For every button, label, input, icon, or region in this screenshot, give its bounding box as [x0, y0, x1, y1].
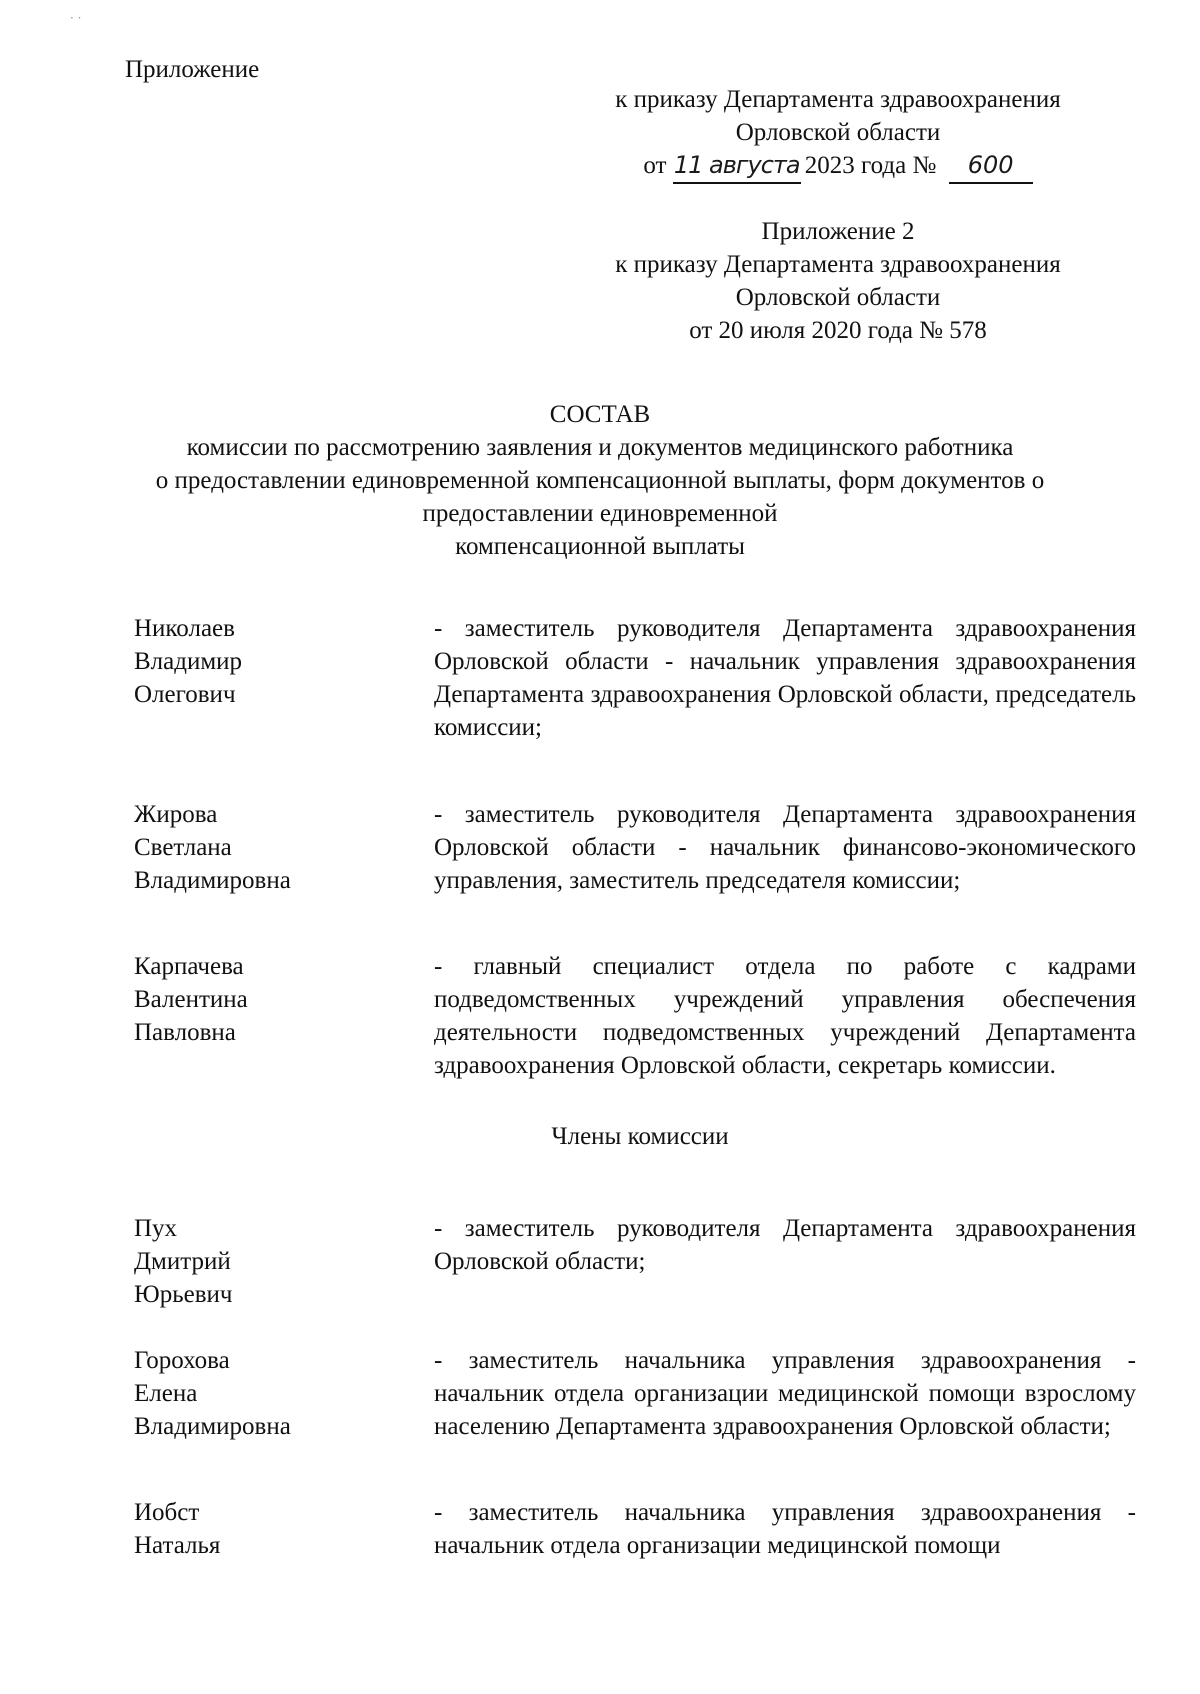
- person-name: Пух Дмитрий Юрьевич: [134, 1215, 233, 1308]
- order-reference-current: [548, 83, 1128, 184]
- person-role: - заместитель руководителя Департамента здравоохранения Орловской области;: [434, 1215, 1136, 1275]
- person-name: Николаев Владимир Олегович: [134, 615, 243, 708]
- date-prefix: от: [643, 152, 667, 179]
- order-reference-original: [548, 215, 1128, 347]
- scan-corner-mark: · ·: [70, 11, 82, 25]
- order-reference-region: Орловской области: [735, 119, 941, 146]
- person-name: Жирова Светлана Владимировна: [134, 801, 291, 894]
- title-line: о предоставлении единовременной компенсационной выплаты, форм документов о: [155, 467, 1045, 494]
- title-heading: СОСТАВ: [549, 401, 651, 428]
- handwritten-order-number: 600: [949, 149, 1033, 184]
- person-name: Горохова Елена Владимировна: [134, 1347, 291, 1440]
- handwritten-date: 11 августа: [673, 149, 801, 184]
- person-name: Иобст Наталья: [134, 1499, 221, 1559]
- person-role: - заместитель руководителя Департамента здравоохранения Орловской области - начальник управления здравоохранения Департамента здравоохранения Орловской области, председатель комиссии;: [434, 615, 1136, 741]
- person-name: Карпачева Валентина Павловна: [134, 953, 248, 1046]
- person-role: - заместитель руководителя Департамента здравоохранения Орловской области - начальник финансово-экономического управления, заместитель председателя комиссии;: [434, 801, 1136, 894]
- person-role: - заместитель начальника управления здравоохранения - начальник отдела организации медицинской помощи: [434, 1499, 1136, 1559]
- order-reference-date: от 20 июля 2020 года № 578: [689, 317, 987, 344]
- order-reference-line: к приказу Департамента здравоохранения: [615, 251, 1061, 278]
- members-heading: Члены комиссии: [551, 1123, 729, 1150]
- order-reference-date-line: [548, 149, 1128, 184]
- appendix-2-label: Приложение 2: [761, 218, 915, 245]
- person-role: - заместитель начальника управления здравоохранения - начальник отдела организации медицинской помощи взрослому населению Департамента здравоохранения Орловской области;: [434, 1347, 1136, 1440]
- title-line: комиссии по рассмотрению заявления и документов медицинского работника: [186, 434, 1014, 461]
- person-role: - главный специалист отдела по работе с кадрами подведомственных учреждений управления обеспечения деятельности подведомственных учреждений Департамента здравоохранения Орловской области, секретарь комиссии.: [434, 953, 1136, 1079]
- order-reference-region: Орловской области: [735, 284, 941, 311]
- document-title: [100, 398, 1100, 563]
- title-line: предоставлении единовременной: [422, 500, 778, 527]
- title-line: компенсационной выплаты: [455, 533, 745, 560]
- order-reference-line: к приказу Департамента здравоохранения: [615, 86, 1061, 113]
- appendix-label: Приложение: [125, 56, 260, 83]
- order-year: 2023 года №: [804, 152, 937, 179]
